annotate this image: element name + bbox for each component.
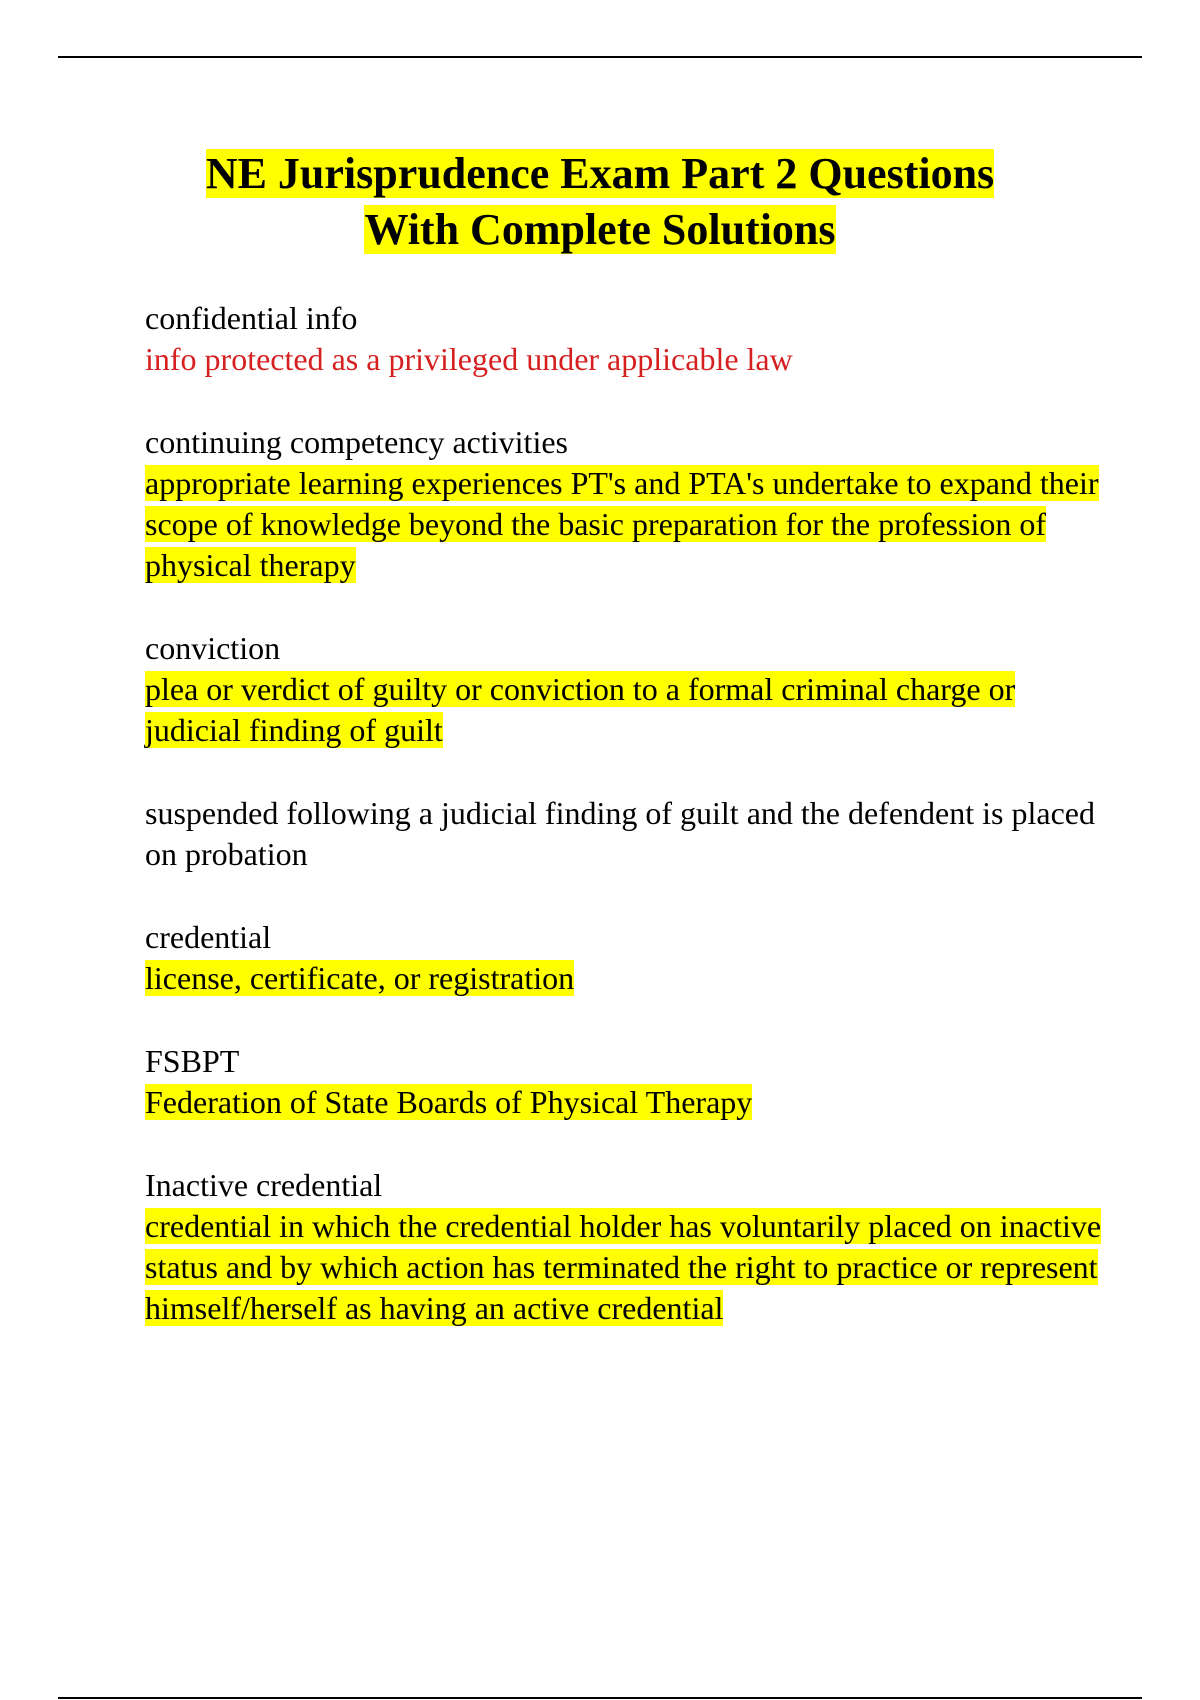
list-item [145, 1165, 1105, 1329]
term: Inactive credential [145, 1167, 383, 1203]
term: FSBPT [145, 1043, 240, 1079]
definition: info protected as a privileged under applicable law [145, 341, 793, 377]
list-item [145, 422, 1105, 586]
title-line-1: NE Jurisprudence Exam Part 2 Questions [205, 149, 995, 198]
list-item [145, 298, 1105, 380]
term: conviction [145, 630, 281, 666]
bottom-divider [58, 1697, 1142, 1699]
term: credential [145, 919, 272, 955]
page-title [100, 146, 1100, 258]
title-line-2: With Complete Solutions [364, 205, 836, 254]
definition: credential in which the credential holder has voluntarily placed on inactive status and by which action has terminated the right to practice or represent himself/herself as having an active credential [145, 1208, 1102, 1326]
term: confidential info [145, 300, 358, 336]
definition: plea or verdict of guilty or conviction to a formal criminal charge or judicial finding of guilt [145, 671, 1016, 748]
term: continuing competency activities [145, 424, 568, 460]
definition: license, certificate, or registration [145, 960, 575, 996]
top-divider [58, 56, 1142, 58]
flashcard-list [145, 298, 1105, 1371]
list-item [145, 1041, 1105, 1123]
definition: Federation of State Boards of Physical Therapy [145, 1084, 753, 1120]
list-item [145, 917, 1105, 999]
list-item [145, 628, 1105, 751]
term: suspended following a judicial finding of guilt and the defendent is placed on probation [145, 795, 1095, 872]
definition: appropriate learning experiences PT's and PTA's undertake to expand their scope of knowledge beyond the basic preparation for the profession of physical therapy [145, 465, 1099, 583]
list-item [145, 793, 1105, 875]
